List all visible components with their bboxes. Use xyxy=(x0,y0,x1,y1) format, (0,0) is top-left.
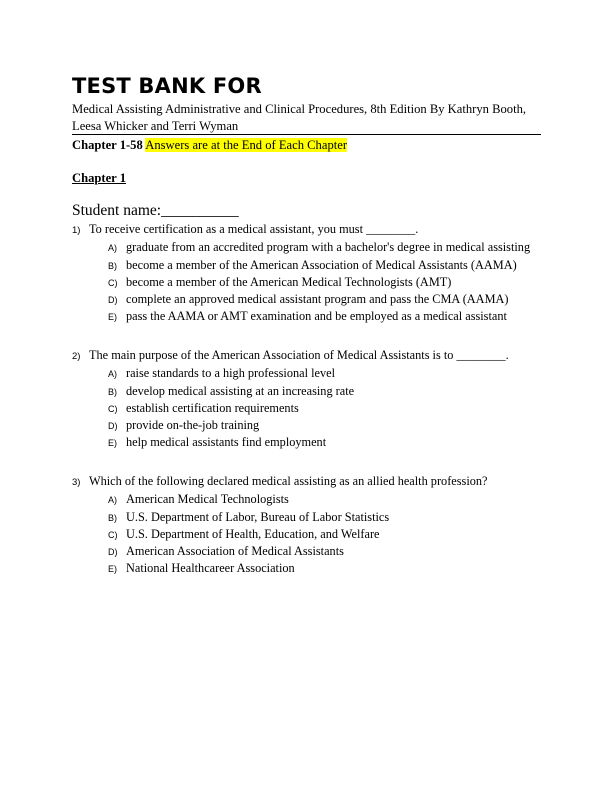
option-letter: E) xyxy=(108,564,117,575)
option-letter: E) xyxy=(108,312,117,323)
option-letter: C) xyxy=(108,529,118,540)
question-stem xyxy=(72,347,542,365)
question-stem xyxy=(72,473,542,491)
option-text: develop medical assisting at an increasing rate xyxy=(126,383,355,398)
option-letter: D) xyxy=(108,294,118,305)
option-letter: A) xyxy=(108,243,117,254)
document-subtitle: Medical Assisting Administrative and Clinical Procedures, 8th Edition By Kathryn Booth, Leesa Whicker and Terri Wyman xyxy=(72,102,527,133)
answer-option xyxy=(108,417,542,434)
chapter-heading: Chapter 1 xyxy=(72,171,126,185)
chapter-range-line xyxy=(72,137,347,153)
option-text: U.S. Department of Labor, Bureau of Labor Statistics xyxy=(126,509,390,524)
answer-option xyxy=(108,239,542,256)
answer-option xyxy=(108,434,542,451)
answer-option xyxy=(108,543,542,560)
question-text: Which of the following declared medical assisting as an allied health profession? xyxy=(89,474,488,488)
option-text: become a member of the American Association of Medical Assistants (AAMA) xyxy=(126,257,517,272)
question-3 xyxy=(72,473,542,577)
question-number: 2) xyxy=(72,351,81,362)
question-number: 1) xyxy=(72,225,81,236)
question-text: The main purpose of the American Association of Medical Assistants is to ________. xyxy=(89,348,509,362)
answer-option xyxy=(108,400,542,417)
option-text: raise standards to a high professional level xyxy=(126,366,335,381)
option-text: provide on-the-job training xyxy=(126,417,260,432)
option-text: establish certification requirements xyxy=(126,400,299,415)
option-letter: C) xyxy=(108,277,118,288)
option-letter: B) xyxy=(108,386,117,397)
option-letter: A) xyxy=(108,369,117,380)
answer-option xyxy=(108,526,542,543)
option-text: complete an approved medical assistant program and pass the CMA (AAMA) xyxy=(126,291,509,306)
option-letter: B) xyxy=(108,512,117,523)
answer-option xyxy=(108,291,542,308)
question-stem xyxy=(72,221,542,239)
option-text: help medical assistants find employment xyxy=(126,435,327,450)
title-divider xyxy=(72,134,541,135)
option-text: National Healthcareer Association xyxy=(126,561,295,576)
question-number: 3) xyxy=(72,477,81,488)
answer-option xyxy=(108,383,542,400)
option-text: American Medical Technologists xyxy=(126,492,289,507)
option-text: American Association of Medical Assistants xyxy=(126,543,344,558)
student-name-field: Student name:__________ xyxy=(72,202,239,219)
chapter-range-label: Chapter 1-58 xyxy=(72,138,143,152)
option-letter: D) xyxy=(108,546,118,557)
option-letter: A) xyxy=(108,495,117,506)
answer-option xyxy=(108,509,542,526)
option-letter: E) xyxy=(108,438,117,449)
option-text: U.S. Department of Health, Education, and Welfare xyxy=(126,526,380,541)
question-2 xyxy=(72,347,542,451)
option-text: become a member of the American Medical Technologists (AMT) xyxy=(126,274,452,289)
answer-option xyxy=(108,491,542,508)
option-text: graduate from an accredited program with a bachelor's degree in medical assisting xyxy=(126,240,531,255)
option-letter: C) xyxy=(108,403,118,414)
answers-note-highlight: Answers are at the End of Each Chapter xyxy=(145,138,348,152)
answer-option xyxy=(108,365,542,382)
option-letter: B) xyxy=(108,260,117,271)
answer-option xyxy=(108,257,542,274)
option-text: pass the AAMA or AMT examination and be employed as a medical assistant xyxy=(126,309,507,324)
answer-option xyxy=(108,274,542,291)
option-letter: D) xyxy=(108,420,118,431)
document-title: TEST BANK FOR xyxy=(72,74,262,98)
question-1 xyxy=(72,221,542,325)
answer-option xyxy=(108,308,542,325)
question-text: To receive certification as a medical assistant, you must ________. xyxy=(89,222,419,236)
answer-option xyxy=(108,560,542,577)
